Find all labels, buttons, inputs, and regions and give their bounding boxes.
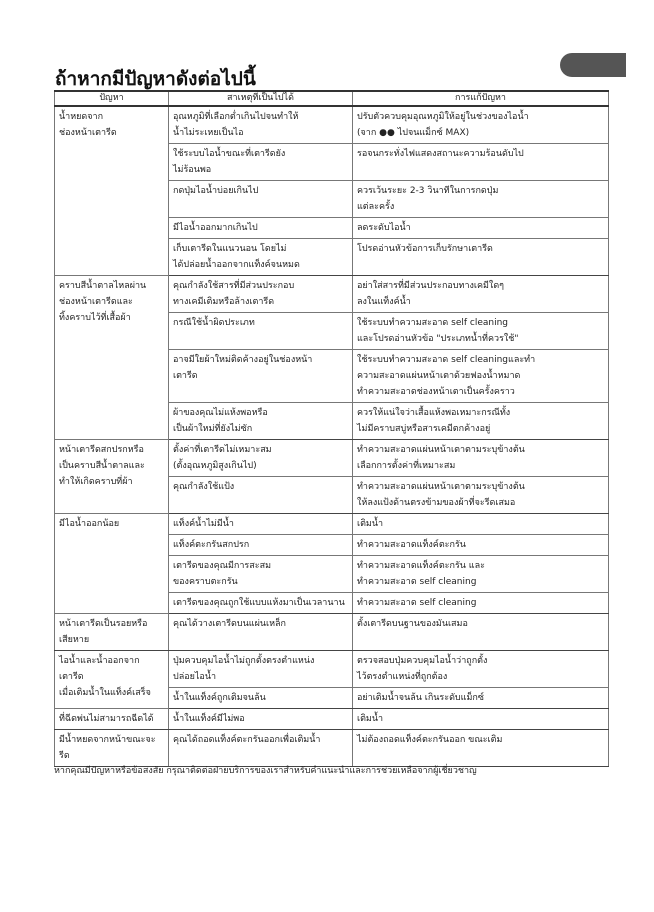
cause-line: ปล่อยไอน้ำ [173, 672, 217, 682]
solution-line: ความสะอาดแผ่นหน้าเตาด้วยฟองน้ำหมาด [357, 371, 521, 381]
solution-line: ตั้งเตารีดบนฐานของมันเสมอ [357, 619, 468, 629]
header-problem: ปัญหา [55, 91, 169, 106]
solution-line: ทำความสะอาดแท็งค์ตะกรัน [357, 540, 466, 550]
solution-line: ไม่มีคราบสบู่หรือสารเคมีตกค้างอยู่ [357, 424, 491, 434]
solution-cell [353, 276, 609, 313]
problem-cell [55, 614, 169, 651]
problem-line: หน้าเตารีดสกปรกหรือ [59, 445, 144, 455]
solution-line: ไว้ตรงตำแหน่งที่ถูกต้อง [357, 672, 448, 682]
table-row [55, 514, 609, 535]
problem-cell [55, 709, 169, 730]
cause-cell [169, 313, 353, 350]
table-header-row [55, 91, 609, 106]
solution-cell [353, 477, 609, 514]
cause-line: ทางเคมีเติมหรือล้างเตารีด [173, 297, 275, 307]
cause-cell [169, 218, 353, 239]
cause-line: ของคราบตะกรัน [173, 577, 238, 587]
solution-line: ใช้ระบบทำความสะอาด self cleaning [357, 318, 509, 328]
cause-cell [169, 106, 353, 144]
cause-line: แท็งค์ตะกรันสกปรก [173, 540, 250, 550]
cause-line: (ตั้งอุณหภูมิสูงเกินไป) [173, 461, 257, 471]
solution-cell [353, 730, 609, 767]
cause-cell [169, 709, 353, 730]
problem-line: ทำให้เกิดคราบที่ผ้า [59, 477, 133, 487]
solution-line: เติมน้ำ [357, 519, 384, 529]
solution-line: (จาก ●● ไปจนแม็กซ์ MAX) [357, 128, 470, 138]
cause-line: อาจมีใยผ้าใหม่ติดค้างอยู่ในช่องหน้า [173, 355, 313, 365]
solution-line: ให้ลงแป้งด้านตรงข้ามของผ้าที่จะรีดเสมอ [357, 498, 516, 508]
footer-note: หากคุณมีปัญหาหรือข้อสงสัย กรุณาติดต่อฝ่ายบริการของเราสำหรับคำแนะนำและการช่วยเหลือจากผู้เชี่ยวชาญ [54, 766, 477, 776]
cause-cell [169, 350, 353, 403]
header-cause: สาเหตุที่เป็นไปได้ [169, 91, 353, 106]
problem-cell [55, 730, 169, 767]
solution-cell [353, 403, 609, 440]
solution-cell [353, 106, 609, 144]
solution-line: ควรให้แน่ใจว่าเสื้อแห้งพอเหมาะกรณีทั้ง [357, 408, 511, 418]
cause-line: เตารีด [173, 371, 198, 381]
cause-line: เตารีดของคุณถูกใช้แบบแห้งมาเป็นเวลานาน [173, 598, 345, 608]
cause-line: แท็งค์น้ำไม่มีน้ำ [173, 519, 234, 529]
solution-line: เติมน้ำ [357, 714, 384, 724]
solution-cell [353, 535, 609, 556]
problem-line: หน้าเตารีดเป็นรอยหรือ [59, 619, 148, 629]
table-row [55, 709, 609, 730]
table-row [55, 440, 609, 477]
cause-cell [169, 276, 353, 313]
problem-cell [55, 651, 169, 709]
solution-line: ทำความสะอาด self cleaning [357, 577, 477, 587]
solution-cell [353, 709, 609, 730]
solution-line: รอจนกระทั่งไฟแสดงสถานะความร้อนดับไป [357, 149, 524, 159]
cause-line: ไม่ร้อนพอ [173, 165, 212, 175]
cause-cell [169, 144, 353, 181]
cause-line: คุณได้ถอดแท็งค์ตะกรันออกเพื่อเติมน้ำ [173, 735, 321, 745]
cause-line: คุณกำลังใช้สารที่มีส่วนประกอบ [173, 281, 295, 291]
solution-line: ไม่ต้องถอดแท็งค์ตะกรันออก ขณะเติม [357, 735, 503, 745]
cause-cell [169, 477, 353, 514]
problem-line: ช่องหน้าเตารีดและ [59, 297, 133, 307]
problem-line: น้ำหยดจาก [59, 112, 104, 122]
solution-line: และโปรดอ่านหัวข้อ "ประเภทน้ำที่ควรใช้" [357, 334, 519, 344]
cause-cell [169, 181, 353, 218]
cause-cell [169, 239, 353, 276]
cause-cell [169, 514, 353, 535]
solution-line: แต่ละครั้ง [357, 202, 395, 212]
cause-line: น้ำในแท็งค์ถูกเติมจนล้น [173, 693, 266, 703]
page-title: ถ้าหากมีปัญหาดังต่อไปนี้ [55, 68, 256, 90]
cause-cell [169, 651, 353, 688]
cause-line: อุณหภูมิที่เลือกต่ำเกินไปจนทำให้ [173, 112, 299, 122]
solution-line: ทำความสะอาด self cleaning [357, 598, 477, 608]
problem-cell [55, 514, 169, 614]
problem-line: เมื่อเติมน้ำในแท็งค์เสร็จ [59, 688, 151, 698]
solution-cell [353, 181, 609, 218]
solution-cell [353, 218, 609, 239]
cause-cell [169, 535, 353, 556]
solution-cell [353, 688, 609, 709]
cause-line: เตารีดของคุณมีการสะสม [173, 561, 271, 571]
solution-line: ทำความสะอาดแผ่นหน้าเตาตามระบุข้างต้น [357, 482, 525, 492]
solution-cell [353, 651, 609, 688]
solution-line: โปรดอ่านหัวข้อการเก็บรักษาเตารีด [357, 244, 493, 254]
solution-line: ลงในแท็งค์น้ำ [357, 297, 411, 307]
cause-line: กดปุ่มไอน้ำบ่อยเกินไป [173, 186, 259, 196]
solution-cell [353, 514, 609, 535]
cause-line: ใช้ระบบไอน้ำขณะที่เตารีดยัง [173, 149, 286, 159]
solution-cell [353, 614, 609, 651]
solution-cell [353, 144, 609, 181]
problem-line: ทิ้งคราบไว้ที่เสื้อผ้า [59, 313, 131, 323]
cause-line: กรณีใช้น้ำผิดประเภท [173, 318, 255, 328]
section-tab [560, 53, 626, 77]
solution-line: ลดระดับไอน้ำ [357, 223, 411, 233]
solution-cell [353, 440, 609, 477]
table-row [55, 651, 609, 688]
cause-cell [169, 688, 353, 709]
cause-line: คุณกำลังใช้แป้ง [173, 482, 235, 492]
problem-cell [55, 106, 169, 276]
cause-cell [169, 403, 353, 440]
cause-cell [169, 593, 353, 614]
cause-line: ได้ปล่อยน้ำออกจากแท็งค์จนหมด [173, 260, 300, 270]
cause-line: เก็บเตารีดในแนวนอน โดยไม่ [173, 244, 287, 254]
cause-line: มีไอน้ำออกมากเกินไป [173, 223, 258, 233]
cause-cell [169, 614, 353, 651]
cause-line: ตั้งค่าที่เตารีดไม่เหมาะสม [173, 445, 272, 455]
problem-line: เป็นคราบสีน้ำตาลและ [59, 461, 145, 471]
solution-cell [353, 350, 609, 403]
solution-cell [353, 239, 609, 276]
table-row [55, 276, 609, 313]
problem-line: มีไอน้ำออกน้อย [59, 519, 120, 529]
solution-line: ตรวจสอบปุ่มควบคุมไอน้ำว่าถูกตั้ง [357, 656, 488, 666]
solution-line: ทำความสะอาดแท็งค์ตะกรัน และ [357, 561, 485, 571]
cause-line: เป็นผ้าใหม่ที่ยังไม่ซัก [173, 424, 253, 434]
problem-line: ที่ฉีดพ่นไม่สามารถฉีดได้ [59, 714, 154, 724]
cause-cell [169, 730, 353, 767]
solution-line: อย่าเติมน้ำจนล้น เกินระดับแม็กซ์ [357, 693, 484, 703]
problem-line: ช่องหน้าเตารีด [59, 128, 117, 138]
cause-line: คุณได้วางเตารีดบนแผ่นเหล็ก [173, 619, 286, 629]
problem-line: เสียหาย [59, 635, 90, 645]
solution-line: ปรับตัวควบคุมอุณหภูมิให้อยู่ในช่วงของไอน้ำ [357, 112, 529, 122]
solution-cell [353, 593, 609, 614]
cause-cell [169, 556, 353, 593]
solution-line: ใช้ระบบทำความสะอาด self cleaningและทำ [357, 355, 536, 365]
problem-cell [55, 440, 169, 514]
solution-line: อย่าใส่สารที่มีส่วนประกอบทางเคมีใดๆ [357, 281, 504, 291]
solution-cell [353, 556, 609, 593]
table-row [55, 106, 609, 144]
problem-line: คราบสีน้ำตาลไหลผ่าน [59, 281, 147, 291]
troubleshooting-table [54, 90, 609, 767]
problem-line: ไอน้ำและน้ำออกจากเตารีด [59, 656, 140, 682]
cause-line: น้ำไม่ระเหยเป็นไอ [173, 128, 244, 138]
table-row [55, 730, 609, 767]
table-row [55, 614, 609, 651]
header-solution: การแก้ปัญหา [353, 91, 609, 106]
solution-line: ควรเว้นระยะ 2-3 วินาทีในการกดปุ่ม [357, 186, 499, 196]
cause-line: ปุ่มควบคุมไอน้ำไม่ถูกตั้งตรงตำแหน่ง [173, 656, 315, 666]
solution-line: ทำความสะอาดช่องหน้าเตาเป็นครั้งคราว [357, 387, 515, 397]
cause-line: ผ้าของคุณไม่แห้งพอหรือ [173, 408, 268, 418]
solution-cell [353, 313, 609, 350]
problem-line: มีน้ำหยดจากหน้าขณะจะรีด [59, 735, 156, 761]
problem-cell [55, 276, 169, 440]
cause-cell [169, 440, 353, 477]
solution-line: เลือกการตั้งค่าที่เหมาะสม [357, 461, 456, 471]
solution-line: ทำความสะอาดแผ่นหน้าเตาตามระบุข้างต้น [357, 445, 525, 455]
cause-line: น้ำในแท็งค์มีไม่พอ [173, 714, 245, 724]
